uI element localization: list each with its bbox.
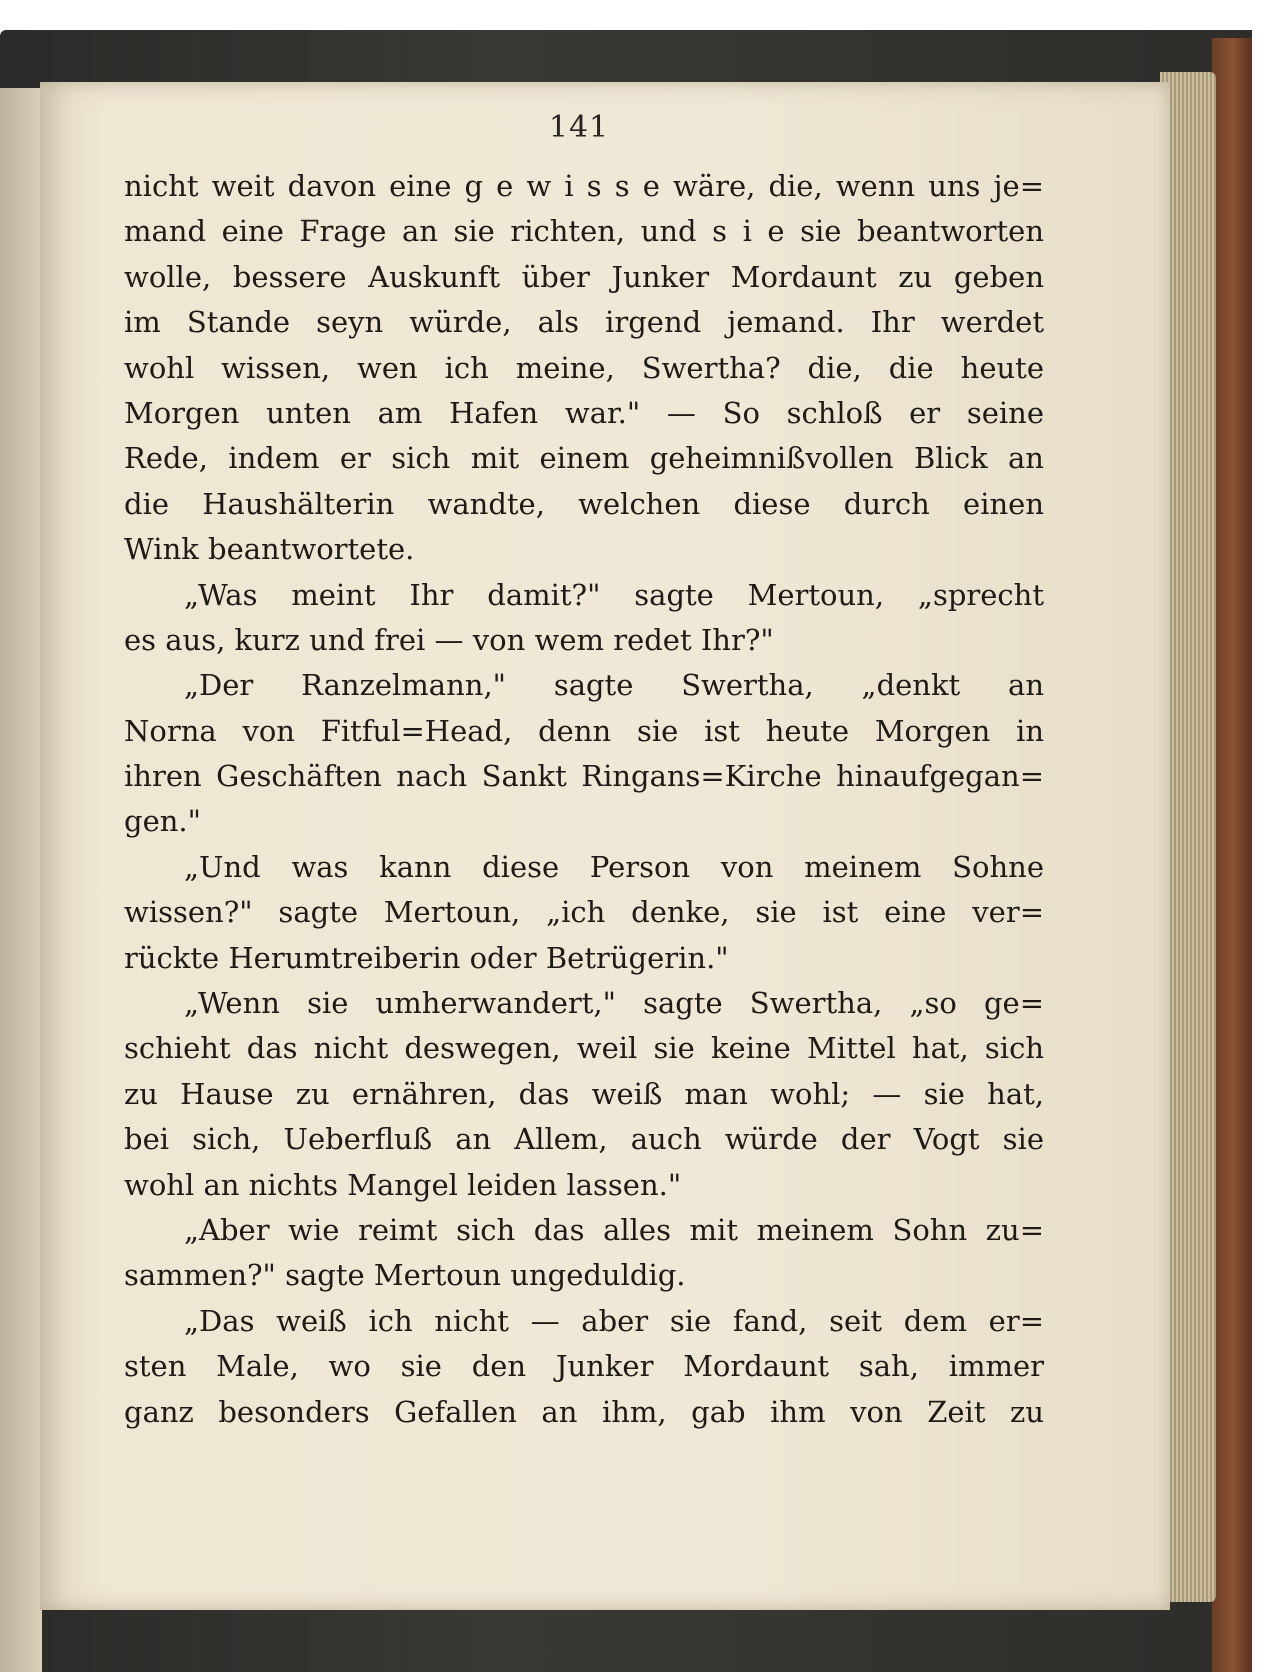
text-line: „Der Ranzelmann," sagte Swertha, „denkt an <box>184 668 1044 703</box>
text-line: ihren Geschäften nach Sankt Ringans=Kirche hinaufgegan= <box>124 759 1044 794</box>
text-line: wohl wissen, wen ich meine, Swertha? die, die heute <box>124 350 1044 385</box>
text-line: sammen?" sagte Mertoun ungeduldig. <box>124 1258 686 1293</box>
text-line: „Und was kann diese Person von meinem Sohne <box>184 849 1044 884</box>
text-line: „Das weiß ich nicht — aber sie fand, seit dem er= <box>184 1303 1044 1338</box>
page-text <box>124 164 1044 1435</box>
text-line: schieht das nicht deswegen, weil sie keine Mittel hat, sich <box>124 1031 1044 1066</box>
text-line: im Stande seyn würde, als irgend jemand. Ihr werdet <box>124 305 1044 340</box>
text-line: „Aber wie reimt sich das alles mit meinem Sohn zu= <box>184 1212 1044 1247</box>
text-line: ganz besonders Gefallen an ihm, gab ihm von Zeit zu <box>124 1394 1044 1429</box>
text-line: „Was meint Ihr damit?" sagte Mertoun, „sprecht <box>184 577 1044 612</box>
text-line: Wink beantwortete. <box>124 532 415 567</box>
text-line: „Wenn sie umherwandert," sagte Swertha, „so ge= <box>184 986 1044 1021</box>
text-line: Rede, indem er sich mit einem geheimnißvollen Blick an <box>124 441 1044 476</box>
text-line: rückte Herumtreiberin oder Betrügerin." <box>124 940 729 975</box>
text-line: bei sich, Ueberfluß an Allem, auch würde der Vogt sie <box>124 1122 1044 1157</box>
text-line: wolle, bessere Auskunft über Junker Mordaunt zu geben <box>124 259 1044 294</box>
leather-edge <box>1212 38 1252 1672</box>
text-line: die Haushälterin wandte, welchen diese durch einen <box>124 486 1044 521</box>
text-line: wissen?" sagte Mertoun, „ich denke, sie ist eine ver= <box>124 895 1044 930</box>
text-line: nicht weit davon eine g e w i s s e wäre, die, wenn uns je= <box>124 169 1044 203</box>
text-line: Norna von Fitful=Head, denn sie ist heute Morgen in <box>124 713 1044 748</box>
text-line: zu Hause zu ernähren, das weiß man wohl; — sie hat, <box>124 1076 1044 1111</box>
text-line: Morgen unten am Hafen war." — So schloß er seine <box>124 395 1044 430</box>
book-page <box>40 82 1170 1610</box>
facing-page-edge <box>0 88 42 1672</box>
text-line: es aus, kurz und frei — von wem redet Ihr?" <box>124 622 774 657</box>
text-line: wohl an nichts Mangel leiden lassen." <box>124 1167 682 1202</box>
text-line: sten Male, wo sie den Junker Mordaunt sah, immer <box>124 1349 1044 1384</box>
page-number: 141 <box>548 110 610 145</box>
text-line: mand eine Frage an sie richten, und s i e sie beantworten <box>124 214 1044 249</box>
text-line: gen." <box>124 804 201 839</box>
